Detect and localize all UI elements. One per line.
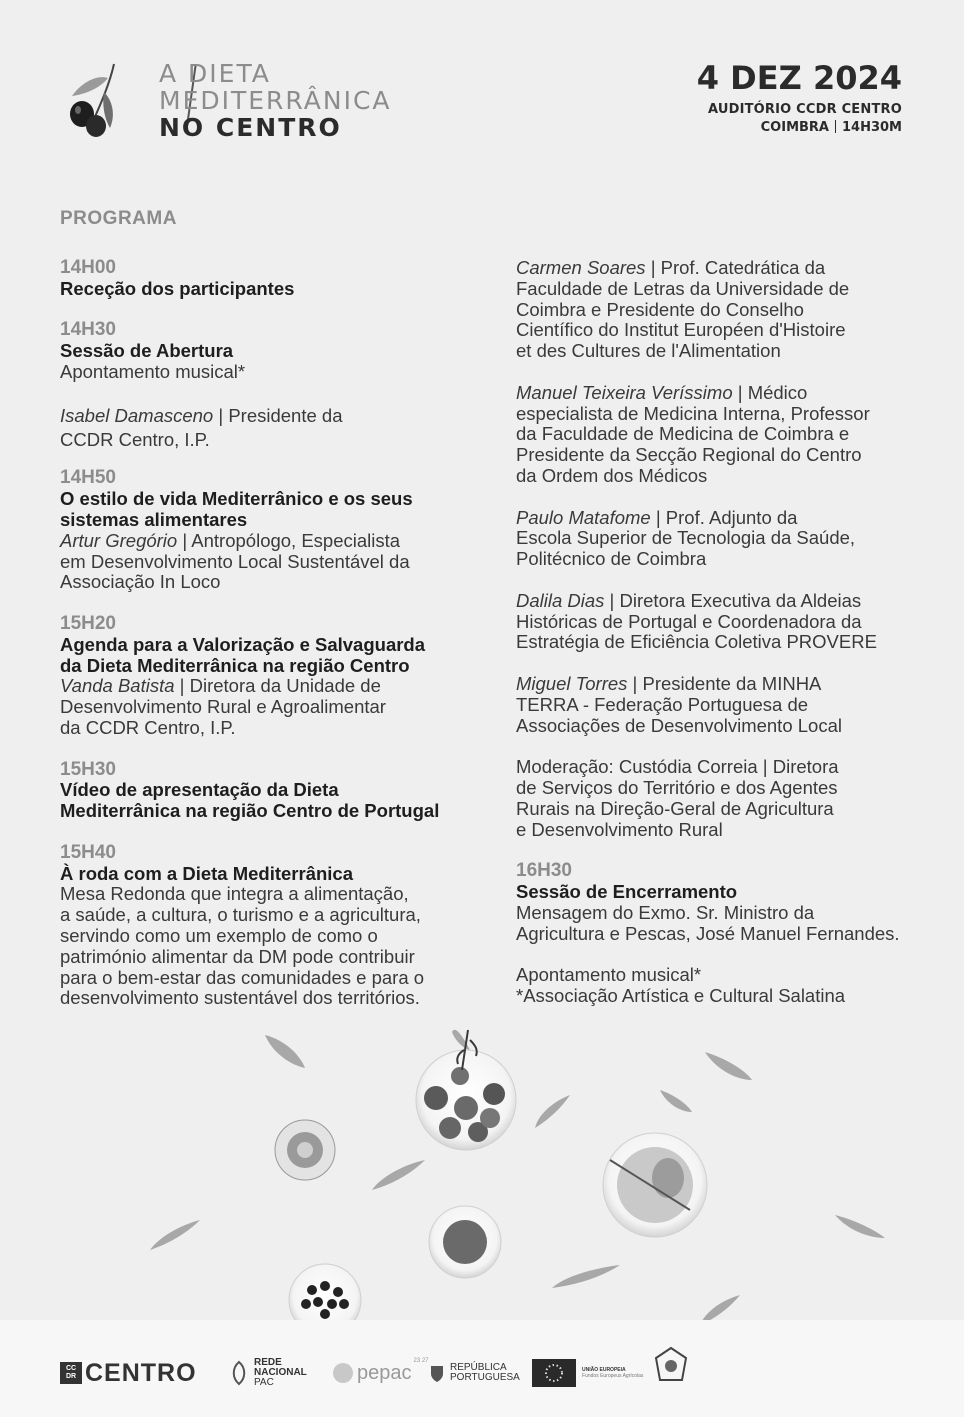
program-item: [60, 468, 490, 593]
item-heading: da Dieta Mediterrânica na região Centro: [60, 654, 410, 676]
item-time: 15H20: [60, 612, 116, 634]
item-heading: Receção dos participantes: [60, 277, 295, 299]
speaker-role-line: TERRA - Federação Portuguesa de: [516, 693, 809, 715]
rede-nacional-pac-logo: [228, 1358, 307, 1388]
speaker-role-line: Presidente da Secção Regional do Centro: [516, 444, 862, 466]
speaker-line: [516, 258, 936, 279]
speaker-role: | Antropólogo, Especialista: [177, 529, 401, 551]
item-heading: À roda com a Dieta Mediterrânica: [60, 862, 354, 884]
item-text: Mesa Redonda que integra a alimentação,: [60, 883, 409, 905]
program-item: [516, 861, 936, 944]
rede-text: REDE: [254, 1357, 282, 1368]
speaker-role-line: Desenvolvimento Rural e Agroalimentar: [60, 696, 386, 718]
event-date: 4 DEZ 2024: [696, 59, 902, 97]
moderation-line: Moderação: Custódia Correia | Diretora: [516, 756, 839, 778]
item-time: 14H00: [60, 257, 116, 278]
event-time: 14H30M: [842, 120, 902, 135]
oil-bowl: [603, 1133, 707, 1237]
item-heading: Agenda para a Valorização e Salvaguarda: [60, 633, 426, 655]
logo-text: [159, 60, 392, 141]
item-time: 14H50: [60, 467, 116, 489]
panel-speaker: [516, 591, 936, 653]
ue-funds-text: Fundos Europeus Agrícolas: [582, 1373, 644, 1379]
speaker-line: [516, 383, 936, 404]
sponsor-footer: [0, 1320, 964, 1417]
panel-speaker: [516, 383, 936, 487]
program-item: [60, 258, 490, 300]
associacao-logo: [654, 1350, 688, 1380]
speaker-role-line: especialista de Medicina Interna, Professor: [516, 402, 870, 424]
speaker-line: [60, 531, 490, 552]
item-heading: O estilo de vida Mediterrânico e os seus: [60, 488, 413, 510]
speaker-line: [60, 676, 490, 697]
speaker-name: Isabel Damasceno: [60, 404, 214, 426]
item-time: 14H30: [60, 319, 116, 341]
speaker-name: Dalila Dias: [516, 589, 605, 611]
pepac-text: pepac: [357, 1361, 412, 1384]
event-logo: [58, 58, 418, 148]
panel-speaker: [516, 258, 936, 362]
speaker-role-line: da Ordem dos Médicos: [516, 464, 708, 486]
speaker-role-line: em Desenvolvimento Local Sustentável da: [60, 550, 410, 572]
speaker-name: Miguel Torres: [516, 672, 628, 694]
ccdr-box: CC DR: [60, 1362, 82, 1384]
program-item: [60, 843, 490, 1009]
item-heading: Vídeo de apresentação da Dieta: [60, 779, 339, 801]
speaker-role-line: Politécnico de Coimbra: [516, 548, 707, 570]
ccdr-centro-logo: [60, 1358, 197, 1388]
speaker-line: [60, 404, 490, 428]
pepac-circle-icon: [332, 1362, 354, 1384]
logo-line-2: MEDITERRÂNICA: [159, 86, 392, 115]
olive-leaf-icon: [150, 1030, 885, 1320]
speaker-role: | Médico: [732, 381, 808, 403]
speaker-role-line: Estratégia de Eficiência Coletiva PROVERE: [516, 631, 877, 653]
item-text: Agricultura e Pescas, José Manuel Fernandes.: [516, 922, 900, 944]
item-heading: Mediterrânica na região Centro de Portugal: [60, 800, 440, 822]
program-title: PROGRAMA: [60, 208, 177, 229]
speaker-role-line: Escola Superior de Tecnologia da Saúde,: [516, 527, 856, 549]
speaker-role-line: et des Cultures de l'Alimentation: [516, 340, 781, 362]
event-city: COIMBRA: [760, 120, 829, 135]
panel-speaker: [516, 508, 936, 570]
moderation: [516, 757, 936, 840]
speaker-name: Paulo Matafome: [516, 506, 651, 528]
speaker-role-line: CCDR Centro, I.P.: [60, 428, 210, 450]
olive-branch-icon: [58, 62, 120, 140]
item-text: servindo como um exemplo de como o: [60, 924, 378, 946]
republica-text: REPÚBLICA: [450, 1362, 507, 1373]
item-text: desenvolvimento sustentável dos territórios.: [60, 987, 420, 1009]
pepac-logo: [332, 1358, 429, 1388]
speaker-line: [516, 674, 936, 695]
program-speaker: [60, 404, 490, 452]
item-time: 16H30: [516, 860, 572, 882]
program-item: [60, 320, 490, 382]
speaker-line: [516, 508, 936, 529]
item-heading: sistemas alimentares: [60, 508, 248, 530]
moderation-line: e Desenvolvimento Rural: [516, 818, 723, 840]
event-city-time: [697, 120, 902, 135]
separator-bar: [835, 120, 836, 133]
republica-portuguesa-logo: [428, 1358, 520, 1388]
speaker-role-line: Faculdade de Letras da Universidade de: [516, 277, 850, 299]
spice-bowl: [429, 1206, 501, 1278]
speaker-role: | Presidente da: [213, 404, 343, 426]
eu-flag-icon: [532, 1359, 576, 1387]
speaker-line: [516, 591, 936, 612]
speaker-role-line: da CCDR Centro, I.P.: [60, 716, 236, 738]
item-heading: Sessão de Abertura: [60, 340, 234, 362]
emblem-icon: [654, 1346, 688, 1384]
coat-of-arms-icon: [428, 1362, 446, 1384]
program-right-column: [516, 258, 936, 1027]
logo-line-3: NO CENTRO: [159, 113, 342, 142]
event-info: [697, 58, 902, 135]
nacional-text: NACIONAL: [254, 1367, 307, 1378]
centro-text: CENTRO: [85, 1358, 197, 1387]
program-item: [60, 614, 490, 739]
speaker-role-line: Científico do Institut Européen d'Histoire: [516, 319, 846, 341]
speaker-role-line: da Faculdade de Medicina de Coimbra e: [516, 423, 850, 445]
program-left-column: [60, 258, 490, 1030]
speaker-role: | Prof. Adjunto da: [650, 506, 798, 528]
moderation-line: Rurais na Direção-Geral de Agricultura: [516, 797, 834, 819]
item-time: 15H40: [60, 841, 116, 863]
logo-line-1: A DIETA: [159, 59, 271, 88]
speaker-role-line: Coimbra e Presidente do Conselho: [516, 298, 804, 320]
item-text: Apontamento musical*: [60, 360, 246, 382]
event-venue: AUDITÓRIO CCDR CENTRO: [707, 102, 902, 117]
mediterranean-food-illustration: [0, 1010, 964, 1320]
item-text: Mensagem do Exmo. Sr. Ministro da: [516, 901, 815, 923]
speaker-name: Manuel Teixeira Veríssimo: [516, 381, 733, 403]
speaker-role: | Diretora da Unidade de: [174, 675, 381, 697]
item-heading: Sessão de Encerramento: [516, 880, 738, 902]
uniao-europeia-logo: [532, 1358, 643, 1388]
moderation-line: de Serviços do Território e dos Agentes: [516, 776, 838, 798]
speaker-role: | Diretora Executiva da Aldeias: [604, 589, 862, 611]
speaker-name: Artur Gregório: [60, 529, 178, 551]
garlic: [275, 1120, 335, 1180]
pepac-years: 23 27: [413, 1358, 429, 1364]
leaf-icon: [228, 1360, 250, 1386]
speaker-role-line: Históricas de Portugal e Coordenadora da: [516, 610, 862, 632]
panel-speaker: [516, 674, 936, 736]
peppercorn-bowl: [289, 1264, 361, 1320]
speaker-role-line: Associação In Loco: [60, 571, 221, 593]
item-text: património alimentar da DM pode contribuir: [60, 945, 415, 967]
speaker-role: | Presidente da MINHA: [627, 672, 822, 694]
speaker-role: | Prof. Catedrática da: [645, 257, 826, 278]
portuguesa-text: PORTUGUESA: [450, 1372, 520, 1383]
item-text: Apontamento musical*: [516, 964, 702, 986]
item-text: a saúde, a cultura, o turismo e a agricultura,: [60, 904, 421, 926]
item-text: para o bem-estar das comunidades e para o: [60, 966, 425, 988]
item-text: *Associação Artística e Cultural Salatina: [516, 984, 846, 1006]
speaker-name: Carmen Soares: [516, 257, 646, 278]
program-item: [60, 760, 490, 822]
music-note: [516, 965, 936, 1007]
speaker-role-line: Associações de Desenvolvimento Local: [516, 714, 842, 736]
olive-bowl: [416, 1030, 516, 1150]
pac-text: PAC: [254, 1377, 274, 1388]
ue-text: UNIÃO EUROPEIA: [582, 1367, 626, 1373]
item-time: 15H30: [60, 758, 116, 780]
speaker-name: Vanda Batista: [60, 675, 175, 697]
